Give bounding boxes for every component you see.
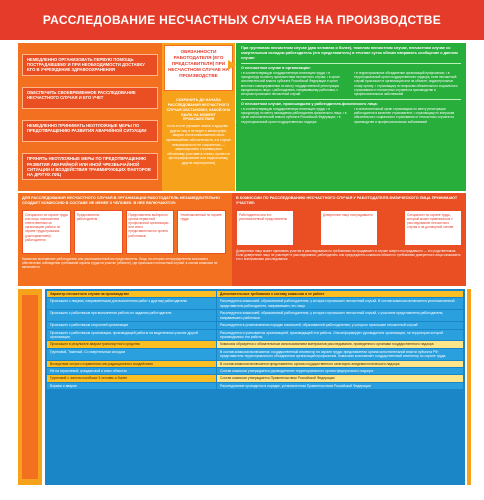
notification-recipients: • в соответствующую государственную инспекцию труда; • в прокуратуру по месту происшествия несчастного случая; • в орган исполнительной власти субъекта Российской Федерации и орган местного самоуправления по месту государственной регистрации юридического лица; • работодателю, направившему работника, с которым произошел несчастный случай xyxy=(241,70,340,97)
member-text: Представитель работодателя xyxy=(76,212,100,221)
arrow-right-icon xyxy=(228,60,236,70)
page-title: РАССЛЕДОВАНИЕ НЕСЧАСТНЫХ СЛУЧАЕВ НА ПРОИЗВОДСТВЕ xyxy=(42,13,442,27)
action-step xyxy=(22,120,158,142)
preserve-title: СОХРАНИТЬ ДО НАЧАЛА РАССЛЕДОВАНИЯ НЕСЧАСТНОГО СЛУЧАЯ ОБСТАНОВКУ, КАКОЙ ОНА БЫЛА НА МОМЕНТ ПРОИСШЕСТВИЯ xyxy=(166,98,231,122)
duties-heading-box xyxy=(164,45,233,91)
table-cell: Расследуется в установленном порядке комиссией, образованной работодателем, у которого произошел несчастный случай xyxy=(217,322,463,328)
member-text: Доверенное лицо пострадавшего xyxy=(323,212,373,217)
member-box xyxy=(320,210,378,246)
table-cell: В состав комиссии включается представитель органа государственного санитарно-эпидемиологического надзора xyxy=(217,361,463,367)
member-box xyxy=(236,210,294,246)
table-header-cell: Характер несчастного случая на производстве xyxy=(47,291,217,297)
member-text: Специалист по охране труда, который может привлекаться к расследованию несчастного случая и на договорной основе xyxy=(407,212,454,230)
table-row xyxy=(47,383,463,390)
member-text: Уполномоченный по охране труда xyxy=(180,212,222,221)
commission-fl-note: Доверенное лицо может принимать участие в расследовании по требованию пострадавшего в случае смерти пострадавшего — его родственников. Если доверенное лицо не участвует в расследовании, работодатель или председатель комиссии обязан по требованию доверенного лица ознакомить его с материалами расследования xyxy=(236,248,461,262)
table-row xyxy=(47,368,463,375)
immediate-actions-column xyxy=(18,43,162,191)
table-row xyxy=(47,361,463,368)
commission-members xyxy=(22,210,226,254)
preserve-scene-block xyxy=(164,96,233,168)
member-box xyxy=(126,210,175,254)
table-row xyxy=(47,310,463,322)
table-cell: Расследуется комиссией, образованной работодателем, у которого произошел несчастный случай, с участием представителя работодателя, направившего работника xyxy=(217,310,463,321)
commission-individual-employer xyxy=(232,193,466,286)
action-step-text: НЕМЕДЛЕННО ОРГАНИЗОВАТЬ ПЕРВУЮ ПОМОЩЬ ПОСТРАДАВШЕМУ И ПРИ НЕОБХОДИМОСТИ ДОСТАВКУ ЕГО В УЧРЕЖДЕНИЕ ЗДРАВООХРАНЕНИЯ xyxy=(27,56,145,73)
notification-recipients: • в исполнительный орган страховщика по месту регистрации работодателя в качестве страхователя; • страховщику по вопросам обязательного социального страхования от несчастных случаев на производстве и профессиональных заболеваний xyxy=(354,106,455,124)
table-cell: Расследование проводится в порядке, установленном Правительством Российской Федерации xyxy=(217,383,463,389)
member-text: Работодатель или его уполномоченный представитель xyxy=(239,212,288,221)
commission-fl-members xyxy=(236,210,462,246)
decorative-stripe-right xyxy=(467,289,471,485)
notification-columns xyxy=(241,71,461,97)
table-cell: Взрыва и аварии xyxy=(47,383,217,389)
table-cell: Произошел в результате аварии транспортного средства xyxy=(47,341,217,347)
commission-note: Комиссию возглавляет работодатель или уполномоченный им представитель. Лица, на которых непосредственно возложено обеспечение соблюдения требований охраны труда на участке (объекте), где произошел несчастный случай, в состав комиссии не включаются xyxy=(22,256,218,270)
table-cell: Произошел с работником организации, производящей работы на выделенном участке другой организации xyxy=(47,330,217,341)
action-step-text: НЕМЕДЛЕННО ПРИНИМАТЬ НЕОТЛОЖНЫЕ МЕРЫ ПО ПРЕДОТВРАЩЕНИЮ РАЗВИТИЯ АВАРИЙНОЙ СИТУАЦИИ xyxy=(27,123,147,134)
preserve-text: если это не угрожает жизни и здоровью других лиц и не ведет к катастрофе, аварии или возникновению иных чрезвычайных обстоятельств, а в случае невозможности ее сохранения — зафиксировать сложившуюся обстановку (составить схемы, провести фотографирование или видеосъемку, другие мероприятия) xyxy=(166,124,231,165)
requirements-table xyxy=(45,289,465,485)
notification-section-heading: О несчастном случае, происшедшем у работодателя-физического лица: xyxy=(241,101,378,106)
header-banner xyxy=(0,0,484,40)
table-header-cell: Дополнительные требования к составу комиссии и ее работе xyxy=(217,291,463,297)
action-step-text: ПРИНЯТЬ НЕОТЛОЖНЫЕ МЕРЫ ПО ПРЕДОТВРАЩЕНИЮ РАЗВИТИЯ АВАРИЙНОЙ ИЛИ ИНОЙ ЧРЕЗВЫЧАЙНОЙ СИТУАЦИИ И ВОЗДЕЙСТВИЯ ТРАВМИРУЮЩИХ ФАКТОРОВ НА ДРУГИХ ЛИЦ xyxy=(27,156,151,178)
commission-title: ДЛЯ РАССЛЕДОВАНИЯ НЕСЧАСТНОГО СЛУЧАЯ В ОРГАНИЗАЦИИ РАБОТОДАТЕЛЬ НЕЗАМЕДЛИТЕЛЬНО СОЗДАЕТ КОМИССИЮ В СОСТАВЕ НЕ МЕНЕЕ 3 ЧЕЛОВЕК. В НЕЕ ВКЛЮЧАЮТСЯ: xyxy=(22,196,220,205)
table-cell: Состав комиссии утверждается Правительством Российской Федерации xyxy=(217,375,463,381)
duties-heading: ОБЯЗАННОСТИ РАБОТОДАТЕЛЯ (ЕГО ПРЕДСТАВИТЕЛЯ) ПРИ НЕСЧАСТНОМ СЛУЧАЕ НА ПРОИЗВОДСТВЕ xyxy=(168,49,229,78)
divider xyxy=(241,99,461,100)
notification-section-heading: О несчастном случае в организации: xyxy=(241,65,311,70)
table-row xyxy=(47,341,463,348)
table-cell: Не на отраслевой, гражданской и иных объектах xyxy=(47,368,217,374)
notification-panel xyxy=(236,43,466,191)
notification-columns xyxy=(241,107,461,124)
member-box xyxy=(74,210,123,254)
commission-organization xyxy=(18,193,230,286)
table-cell: Состав комиссии утверждается руководителем территориального органа федерального надзора xyxy=(217,368,463,374)
decorative-stripe-inner xyxy=(22,295,38,479)
table-row xyxy=(47,349,463,361)
table-cell: Вследствие острого отравления или радиационного воздействия xyxy=(47,361,217,367)
action-step-text: ОБЕСПЕЧИТЬ СВОЕВРЕМЕННОЕ РАССЛЕДОВАНИЕ НЕСЧАСТНОГО СЛУЧАЯ И ЕГО УЧЕТ xyxy=(27,89,136,101)
member-text: Специалист по охране труда или лицо, назначенное ответственным за организацию работы по охране труда приказом (распоряжением) работодателя xyxy=(25,212,68,242)
commission-section xyxy=(18,193,466,286)
table-cell: Расследуется комиссией, образованной работодателем, у которого произошел несчастный случай. В состав комиссии включается уполномоченный представитель работодателя, направившего это лицо xyxy=(217,298,463,309)
table-cell: В состав комиссии включаются: государственный инспектор по охране труда; представители органа исполнительной власти субъекта РФ; представитель территориального объединения организаций профсоюзов. Комиссию возглавляет государственный инспектор по охране труда xyxy=(217,349,463,360)
table-cell: Произошел с лицами, направленными для выполнения работ к другому работодателю xyxy=(47,298,217,309)
notification-recipients: • в соответствующую государственную инспекцию труда; • в прокуратуру по месту нахождения работодателя-физического лица; • в орган исполнительной власти субъекта Российской Федерации; • в территориальный орган государственного надзора xyxy=(241,106,347,124)
action-step xyxy=(22,153,158,180)
notification-recipients: • в территориальное объединение организаций профсоюзов; • в территориальный орган государственного надзора, если несчастный случай произошел в организации или на объекте, подконтрольных этому органу; • страховщику по вопросам обязательного социального страхования от несчастных случаев на производстве и профессиональных заболеваний xyxy=(354,70,458,97)
member-box xyxy=(404,210,462,246)
table-row xyxy=(47,330,463,342)
table-row xyxy=(47,322,463,329)
arrow-right-icon xyxy=(228,120,236,130)
table-cell: Расследуется и учитывается организацией, производящей эти работы. Она информирует руководителя организации, на территории которой производились эти работы xyxy=(217,330,463,341)
decorative-stripe xyxy=(18,289,42,485)
member-box xyxy=(22,210,71,254)
table-header-row xyxy=(47,291,463,298)
table-row xyxy=(47,375,463,382)
member-text: Представитель выборного органа первичной профсоюзной организации или иного представительного органа работников xyxy=(128,212,169,238)
employer-duties-column xyxy=(162,43,235,191)
notification-title: При групповом несчастном случае (два человека и более), тяжелом несчастном случае, несчастном случае со смертельным исходом работодатель (его представитель) в течение суток обязан направить сообщение о данном случае: xyxy=(241,46,458,60)
table-row xyxy=(47,298,463,310)
table-cell: Произошел с работником сторонней организации xyxy=(47,322,217,328)
table-cell: Групповой с числом погибших 5 человек и более xyxy=(47,375,217,381)
member-box xyxy=(177,210,226,254)
action-step xyxy=(22,87,158,109)
commission-fl-title: В КОМИССИИ ПО РАССЛЕДОВАНИЮ НЕСЧАСТНОГО СЛУЧАЯ У РАБОТОДАТЕЛЯ-ФИЗИЧЕСКОГО ЛИЦА ПРИНИМАЮТ УЧАСТИЕ: xyxy=(236,196,458,205)
divider xyxy=(241,63,461,64)
table-cell: Комиссия образуется с обязательным использованием материалов расследования, проведенного органами государственного надзора xyxy=(217,341,463,347)
table-cell: Групповой, Тяжелый, Со смертельным исходом xyxy=(47,349,217,360)
table-cell: Произошел с работником при выполнении работы по заданию работодателя xyxy=(47,310,217,321)
action-step xyxy=(22,54,158,76)
